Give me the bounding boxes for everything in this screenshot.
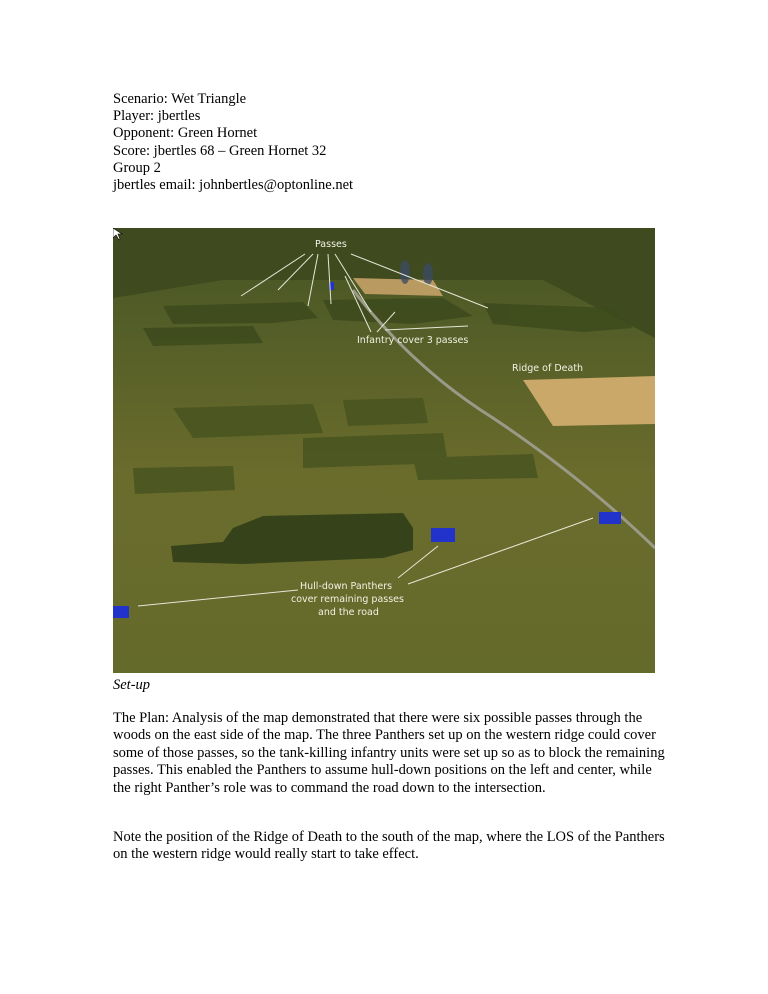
label-panthers-1: Hull-down Panthers [300, 581, 393, 592]
setup-map-screenshot [113, 228, 655, 673]
label-panthers-3: and the road [318, 607, 379, 618]
note-paragraph: Note the position of the Ridge of Death to the south of the map, where the LOS of the Panthers on the western ridge would really start to take effect. [113, 829, 665, 863]
figure-caption: Set-up [113, 677, 151, 693]
unit-left [113, 606, 129, 618]
label-passes: Passes [315, 239, 347, 250]
score-line: Score: jbertles 68 – Green Hornet 32 [113, 142, 327, 159]
label-panthers-2: cover remaining passes [291, 594, 404, 605]
label-ridge: Ridge of Death [512, 363, 584, 374]
scenario-line: Scenario: Wet Triangle [113, 91, 247, 107]
opponent-line: Opponent: Green Hornet [113, 125, 258, 142]
plan-paragraph: The Plan: Analysis of the map demonstrated that there were six possible passes through the woods on the east side of the map. The three Panthers set up on the western ridge could cover some of those passes, so the tank-killing infantry units were set up so as to block the remaining passes. This enabled the Panthers to assume hull-down positions on the left and center, while the right Panther’s role was to command the road down to the intersection. [113, 710, 665, 796]
label-infantry: Infantry cover 3 passes [357, 335, 469, 346]
email-line: jbertles email: johnbertles@optonline.net [113, 177, 354, 194]
unit-right [599, 512, 621, 524]
scenario-header [113, 91, 353, 194]
unit-center [431, 528, 455, 542]
player-line: Player: jbertles [113, 108, 201, 125]
group-line: Group 2 [113, 159, 161, 176]
